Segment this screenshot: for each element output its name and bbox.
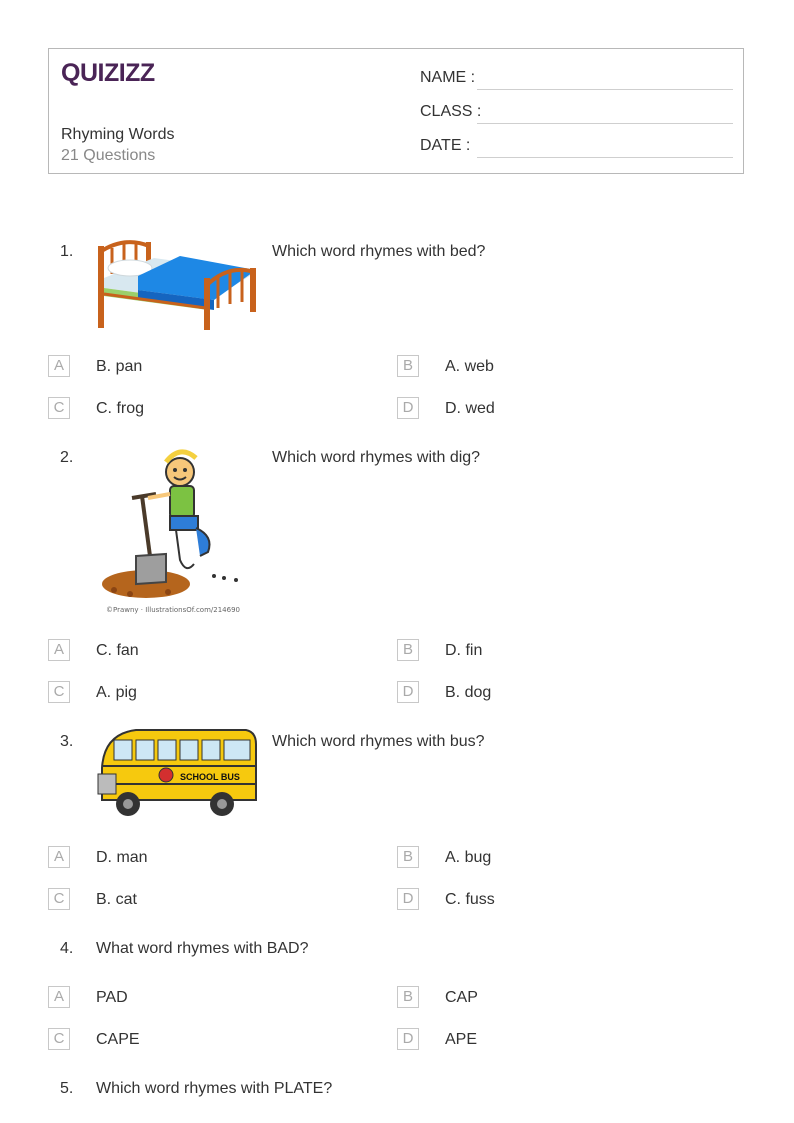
option-box-c[interactable]: C xyxy=(48,681,70,703)
bus-sign-text: SCHOOL BUS xyxy=(180,772,240,782)
option-box-a[interactable]: A xyxy=(48,355,70,377)
question-4-number: 4. xyxy=(60,940,74,957)
class-field[interactable] xyxy=(477,123,733,124)
name-field[interactable] xyxy=(477,89,733,90)
boy-digging-illustration xyxy=(96,444,252,621)
option-box-d[interactable]: D xyxy=(397,888,419,910)
question-2-number: 2. xyxy=(60,449,74,466)
svg-text:©Prawny · IllustrationsOf.com/: ©Prawny · IllustrationsOf.com/214690 xyxy=(106,606,240,614)
option-text[interactable]: A. pig xyxy=(96,684,137,701)
bed-illustration xyxy=(96,238,258,337)
option-text[interactable]: A. web xyxy=(445,358,494,375)
option-box-b[interactable]: B xyxy=(397,355,419,377)
option-box-a[interactable]: A xyxy=(48,986,70,1008)
option-text[interactable]: B. dog xyxy=(445,684,492,701)
option-box-d[interactable]: D xyxy=(397,1028,419,1050)
option-text[interactable]: APE xyxy=(445,1031,478,1048)
option-text[interactable]: A. bug xyxy=(445,849,492,866)
option-text[interactable]: CAPE xyxy=(96,1031,140,1048)
school-bus-illustration xyxy=(96,728,258,827)
option-box-c[interactable]: C xyxy=(48,1028,70,1050)
option-text[interactable]: C. fan xyxy=(96,642,139,659)
option-box-a[interactable]: A xyxy=(48,639,70,661)
question-5-text: Which word rhymes with PLATE? xyxy=(96,1080,333,1097)
question-2-text: Which word rhymes with dig? xyxy=(272,449,481,466)
worksheet-header xyxy=(48,48,744,174)
option-text[interactable]: PAD xyxy=(96,989,128,1006)
option-box-b[interactable]: B xyxy=(397,986,419,1008)
class-label: CLASS : xyxy=(420,103,482,120)
option-text[interactable]: D. fin xyxy=(445,642,483,659)
name-label: NAME : xyxy=(420,69,476,86)
quizizz-logo: QUIZIZZ xyxy=(61,59,155,87)
question-count: 21 Questions xyxy=(61,147,156,164)
question-1-number: 1. xyxy=(60,243,74,260)
date-label: DATE : xyxy=(420,137,471,154)
option-box-b[interactable]: B xyxy=(397,639,419,661)
option-text[interactable]: CAP xyxy=(445,989,478,1006)
option-text[interactable]: D. man xyxy=(96,849,148,866)
option-box-b[interactable]: B xyxy=(397,846,419,868)
option-box-d[interactable]: D xyxy=(397,681,419,703)
question-1-text: Which word rhymes with bed? xyxy=(272,243,486,260)
question-3-text: Which word rhymes with bus? xyxy=(272,733,485,750)
option-text[interactable]: B. cat xyxy=(96,891,137,908)
question-4-text: What word rhymes with BAD? xyxy=(96,940,309,957)
question-5-number: 5. xyxy=(60,1080,74,1097)
option-box-d[interactable]: D xyxy=(397,397,419,419)
question-3-number: 3. xyxy=(60,733,74,750)
option-text[interactable]: C. frog xyxy=(96,400,145,417)
option-text[interactable]: B. pan xyxy=(96,358,143,375)
option-text[interactable]: C. fuss xyxy=(445,891,495,908)
option-box-c[interactable]: C xyxy=(48,888,70,910)
worksheet-title: Rhyming Words xyxy=(61,126,175,143)
option-text[interactable]: D. wed xyxy=(445,400,495,417)
date-field[interactable] xyxy=(477,157,733,158)
option-box-a[interactable]: A xyxy=(48,846,70,868)
option-box-c[interactable]: C xyxy=(48,397,70,419)
